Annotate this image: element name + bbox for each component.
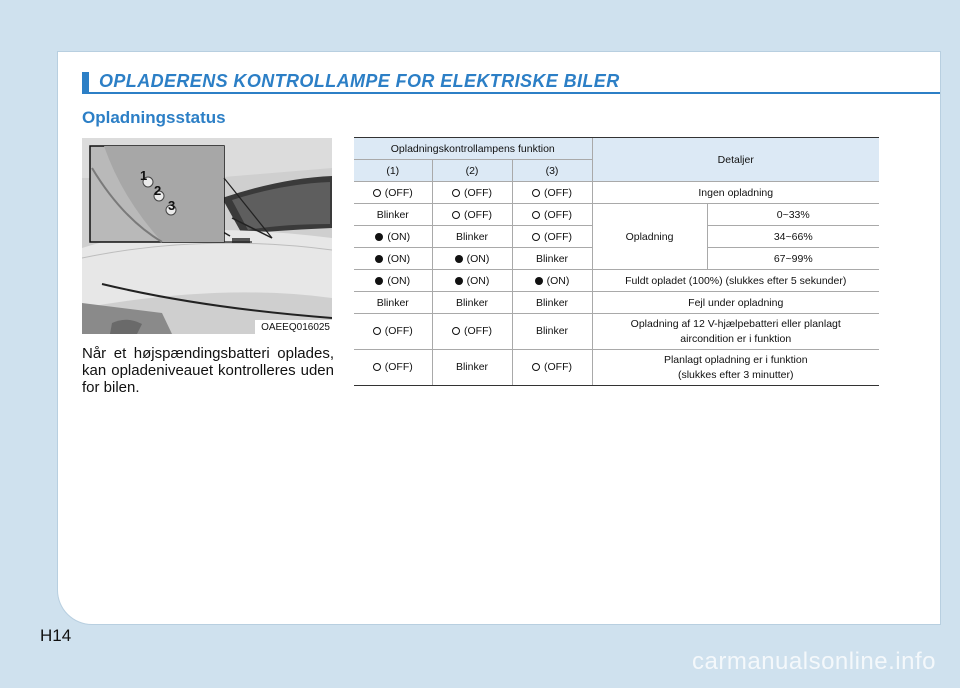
cell-detail-line-2: (slukkes efter 3 minutter) bbox=[677, 368, 794, 381]
lamp-off-icon bbox=[452, 211, 460, 219]
cell-lamp-1: Blinker bbox=[354, 292, 432, 314]
header-col-3: (3) bbox=[512, 160, 592, 182]
subsection-title: Opladningsstatus bbox=[82, 108, 226, 127]
cell-lamp-3: Blinker bbox=[512, 248, 592, 270]
cell-lamp-1: (OFF) bbox=[384, 325, 413, 337]
section-title-text: OPLADERENS KONTROLLAMPE FOR ELEKTRISKE BILER bbox=[99, 71, 620, 91]
cell-detail-line-1: Planlagt opladning er i funktion bbox=[663, 353, 808, 366]
lamp-off-icon bbox=[532, 233, 540, 241]
lamp-on-icon bbox=[455, 255, 463, 263]
cell-detail: Ingen opladning bbox=[592, 182, 879, 204]
cell-detail bbox=[592, 350, 879, 386]
cell-lamp-1: (ON) bbox=[387, 252, 411, 265]
cell-detail-charging: Opladning bbox=[592, 204, 707, 270]
car-charging-lamp-illustration bbox=[82, 138, 332, 334]
table-row bbox=[354, 182, 879, 204]
cell-lamp-2: Blinker bbox=[432, 226, 512, 248]
body-paragraph: Når et højspændingsbatteri oplades, kan opladeniveauet kontrolleres uden for bilen. bbox=[82, 345, 334, 396]
table-row bbox=[354, 292, 879, 314]
cell-detail-percent: 67~99% bbox=[707, 248, 879, 270]
page-number: H14 bbox=[40, 626, 72, 645]
callout-2: 2 bbox=[154, 183, 162, 198]
figure-code: OAEEQ016025 bbox=[255, 320, 332, 334]
cell-lamp-3: (ON) bbox=[546, 274, 570, 287]
lamp-off-icon bbox=[373, 363, 381, 371]
cell-lamp-3: Blinker bbox=[512, 314, 592, 350]
cell-lamp-2: (ON) bbox=[466, 274, 490, 287]
header-lamp-function: Opladningskontrollampens funktion bbox=[354, 138, 592, 160]
lamp-on-icon bbox=[375, 277, 383, 285]
car-illustration bbox=[82, 138, 332, 334]
cell-lamp-2: Blinker bbox=[432, 350, 512, 386]
cell-lamp-3: (OFF) bbox=[544, 361, 572, 373]
lamp-off-icon bbox=[452, 189, 460, 197]
cell-lamp-2: Blinker bbox=[432, 292, 512, 314]
header-details: Detaljer bbox=[592, 138, 879, 182]
cell-lamp-2: (OFF) bbox=[464, 208, 492, 221]
cell-lamp-2: (OFF) bbox=[464, 325, 492, 337]
header-col-1: (1) bbox=[354, 160, 432, 182]
lamp-off-icon bbox=[532, 363, 540, 371]
table-row bbox=[354, 314, 879, 350]
cell-lamp-3: (OFF) bbox=[544, 208, 572, 221]
table-row bbox=[354, 204, 879, 226]
lamp-off-icon bbox=[532, 211, 540, 219]
lamp-off-icon bbox=[452, 327, 460, 335]
table-row bbox=[354, 270, 879, 292]
title-marker bbox=[82, 72, 89, 92]
lamp-on-icon bbox=[535, 277, 543, 285]
cell-lamp-1: (ON) bbox=[387, 230, 411, 243]
cell-lamp-3: (OFF) bbox=[544, 230, 572, 243]
cell-lamp-3: (OFF) bbox=[544, 186, 572, 199]
cell-detail-percent: 34~66% bbox=[707, 226, 879, 248]
cell-detail: Fejl under opladning bbox=[592, 292, 879, 314]
section-title bbox=[82, 71, 620, 92]
cell-lamp-2: (OFF) bbox=[464, 186, 492, 199]
cell-lamp-1: Blinker bbox=[354, 204, 432, 226]
cell-detail bbox=[592, 314, 879, 350]
cell-detail-line-1: Opladning af 12 V-hjælpebatteri eller planlagt bbox=[630, 317, 841, 330]
cell-lamp-3: Blinker bbox=[512, 292, 592, 314]
title-underline bbox=[82, 92, 940, 94]
lamp-off-icon bbox=[373, 189, 381, 197]
table-row bbox=[354, 350, 879, 386]
lamp-on-icon bbox=[455, 277, 463, 285]
lamp-on-icon bbox=[375, 233, 383, 241]
cell-lamp-1: (OFF) bbox=[384, 361, 413, 373]
cell-detail-percent: 0~33% bbox=[707, 204, 879, 226]
cell-lamp-2: (ON) bbox=[466, 252, 490, 265]
callout-1: 1 bbox=[140, 168, 148, 183]
watermark: carmanualsonline.info bbox=[692, 648, 936, 675]
charging-status-table bbox=[354, 137, 879, 386]
lamp-off-icon bbox=[532, 189, 540, 197]
lamp-off-icon bbox=[373, 327, 381, 335]
cell-lamp-1: (OFF) bbox=[384, 186, 413, 199]
callout-3: 3 bbox=[168, 198, 176, 213]
cell-lamp-1: (ON) bbox=[387, 274, 411, 287]
cell-detail: Fuldt opladet (100%) (slukkes efter 5 sekunder) bbox=[592, 270, 879, 292]
header-col-2: (2) bbox=[432, 160, 512, 182]
cell-detail-line-2: aircondition er i funktion bbox=[680, 332, 792, 345]
lamp-on-icon bbox=[375, 255, 383, 263]
